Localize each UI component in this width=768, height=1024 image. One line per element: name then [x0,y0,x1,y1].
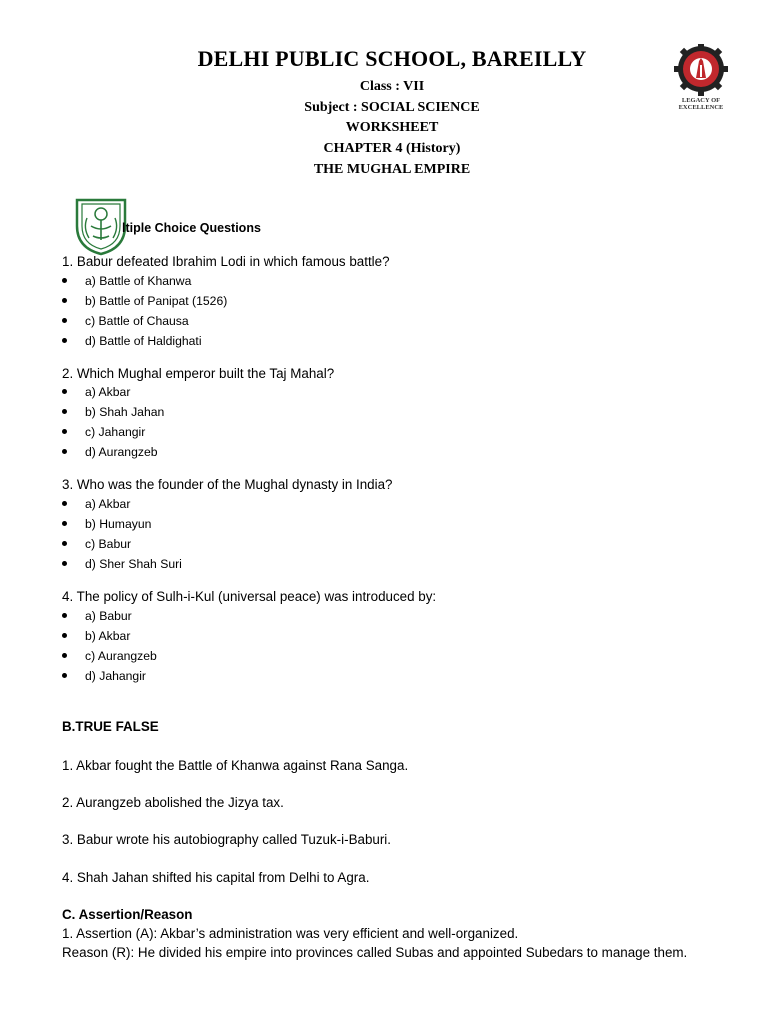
option-item: b) Akbar [62,626,157,646]
option-item: a) Akbar [62,382,164,402]
true-false-item: 1. Akbar fought the Battle of Khanwa against Rana Sanga. [62,758,409,773]
section-a-heading: ltiple Choice Questions [122,221,261,235]
school-name: DELHI PUBLIC SCHOOL, BAREILLY [197,46,587,71]
topic-line: THE MUGHAL EMPIRE [313,161,471,177]
worksheet-header [0,46,768,181]
option-item: b) Shah Jahan [62,402,164,422]
question-4-options [62,606,157,686]
option-item: a) Akbar [62,494,182,514]
option-item: d) Jahangir [62,666,157,686]
bullet-icon [62,449,67,454]
section-c-heading: C. Assertion/Reason [62,907,193,922]
worksheet-line: WORKSHEET [345,120,439,136]
option-item: b) Battle of Panipat (1526) [62,291,227,311]
option-item: c) Battle of Chausa [62,311,227,331]
bullet-icon [62,653,67,658]
svg-text:EXCELLENCE: EXCELLENCE [678,104,724,111]
true-false-item: 4. Shah Jahan shifted his capital from Delhi to Agra. [62,870,370,885]
option-item: c) Jahangir [62,422,164,442]
option-item: b) Humayun [62,514,182,534]
bullet-icon [62,278,67,283]
bullet-icon [62,501,67,506]
bullet-icon [62,318,67,323]
bullet-icon [62,613,67,618]
option-item: a) Battle of Khanwa [62,271,227,291]
dps-emblem-logo [73,196,129,256]
question-1-options [62,271,227,351]
bullet-icon [62,298,67,303]
chapter-line: CHAPTER 4 (History) [323,141,461,157]
bullet-icon [62,561,67,566]
reason-text: Reason (R): He divided his empire into provinces called Subas and appointed Subedars to manage them. [62,945,688,960]
bullet-icon [62,409,67,414]
class-line: Class : VII [359,79,425,94]
superhouse-logo [668,44,734,112]
option-item: d) Aurangzeb [62,442,164,462]
true-false-item: 3. Babur wrote his autobiography called Tuzuk-i-Baburi. [62,832,391,847]
question-1: 1. Babur defeated Ibrahim Lodi in which famous battle? [62,254,390,269]
option-item: c) Babur [62,534,182,554]
option-item: d) Battle of Haldighati [62,331,227,351]
assertion-text: 1. Assertion (A): Akbar’s administration was very efficient and well-organized. [62,926,519,941]
bullet-icon [62,338,67,343]
bullet-icon [62,541,67,546]
true-false-item: 2. Aurangzeb abolished the Jizya tax. [62,795,284,810]
option-item: a) Babur [62,606,157,626]
bullet-icon [62,521,67,526]
question-2: 2. Which Mughal emperor built the Taj Mahal? [62,366,335,381]
subject-line: Subject : SOCIAL SCIENCE [304,99,480,115]
bullet-icon [62,429,67,434]
bullet-icon [62,389,67,394]
bullet-icon [62,633,67,638]
question-2-options [62,382,164,462]
question-4: 4. The policy of Sulh-i-Kul (universal peace) was introduced by: [62,589,437,604]
question-3: 3. Who was the founder of the Mughal dynasty in India? [62,477,393,492]
bullet-icon [62,673,67,678]
svg-text:LEGACY OF: LEGACY OF [681,97,721,104]
option-item: d) Sher Shah Suri [62,554,182,574]
option-item: c) Aurangzeb [62,646,157,666]
section-b-heading: B.TRUE FALSE [62,719,159,734]
question-3-options [62,494,182,574]
